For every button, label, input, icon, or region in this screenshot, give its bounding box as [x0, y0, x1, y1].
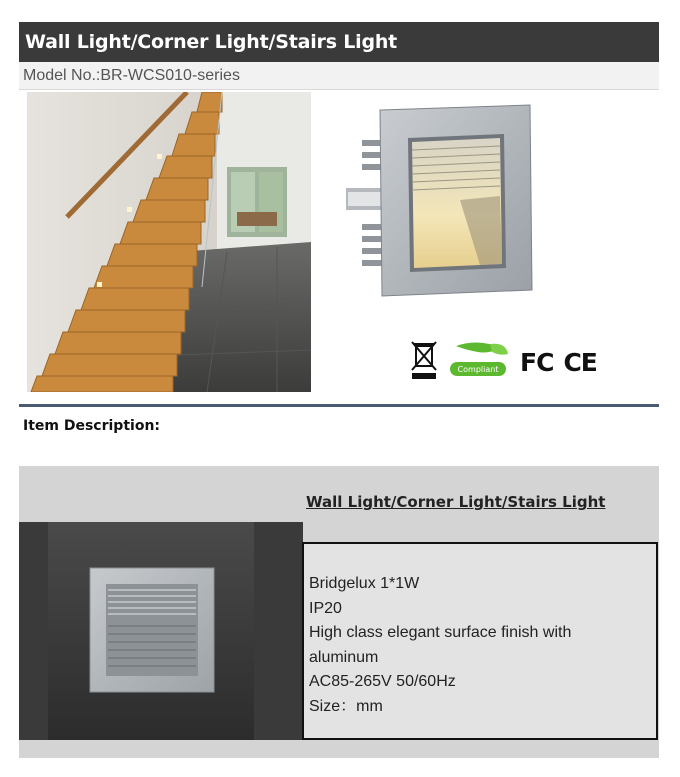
- product-illustration: [340, 100, 540, 312]
- spec-line: High class elegant surface finish with: [309, 624, 572, 641]
- fc-mark: FC: [520, 348, 554, 377]
- wall-light-product: [340, 100, 540, 312]
- product-thumbnail: [48, 522, 254, 740]
- thumbnail-light-icon: [48, 522, 254, 740]
- rohs-label: RoHS: [468, 352, 496, 362]
- description-title: Wall Light/Corner Light/Stairs Light: [306, 493, 606, 511]
- spec-line: Bridgelux 1*1W: [309, 575, 420, 592]
- staircase-photo: [27, 92, 311, 392]
- page-title: Wall Light/Corner Light/Stairs Light: [19, 22, 659, 62]
- certification-logos: [410, 340, 610, 385]
- model-number: Model No.:BR-WCS010-series: [19, 62, 659, 90]
- spec-line: aluminum: [309, 648, 379, 666]
- section-heading: Item Description:: [23, 418, 161, 434]
- rohs-badge: [448, 340, 510, 385]
- specs-box: [302, 542, 658, 740]
- spec-line: IP20: [309, 599, 342, 617]
- spec-line: AC85-265V 50/60Hz: [309, 673, 456, 690]
- weee-bin-icon: [410, 340, 438, 385]
- spec-line: Size：mm: [309, 697, 383, 715]
- ce-mark: CE: [563, 348, 597, 377]
- section-divider: [19, 404, 659, 407]
- rohs-sub-label: Compliant: [457, 365, 499, 374]
- staircase-illustration: [27, 92, 311, 392]
